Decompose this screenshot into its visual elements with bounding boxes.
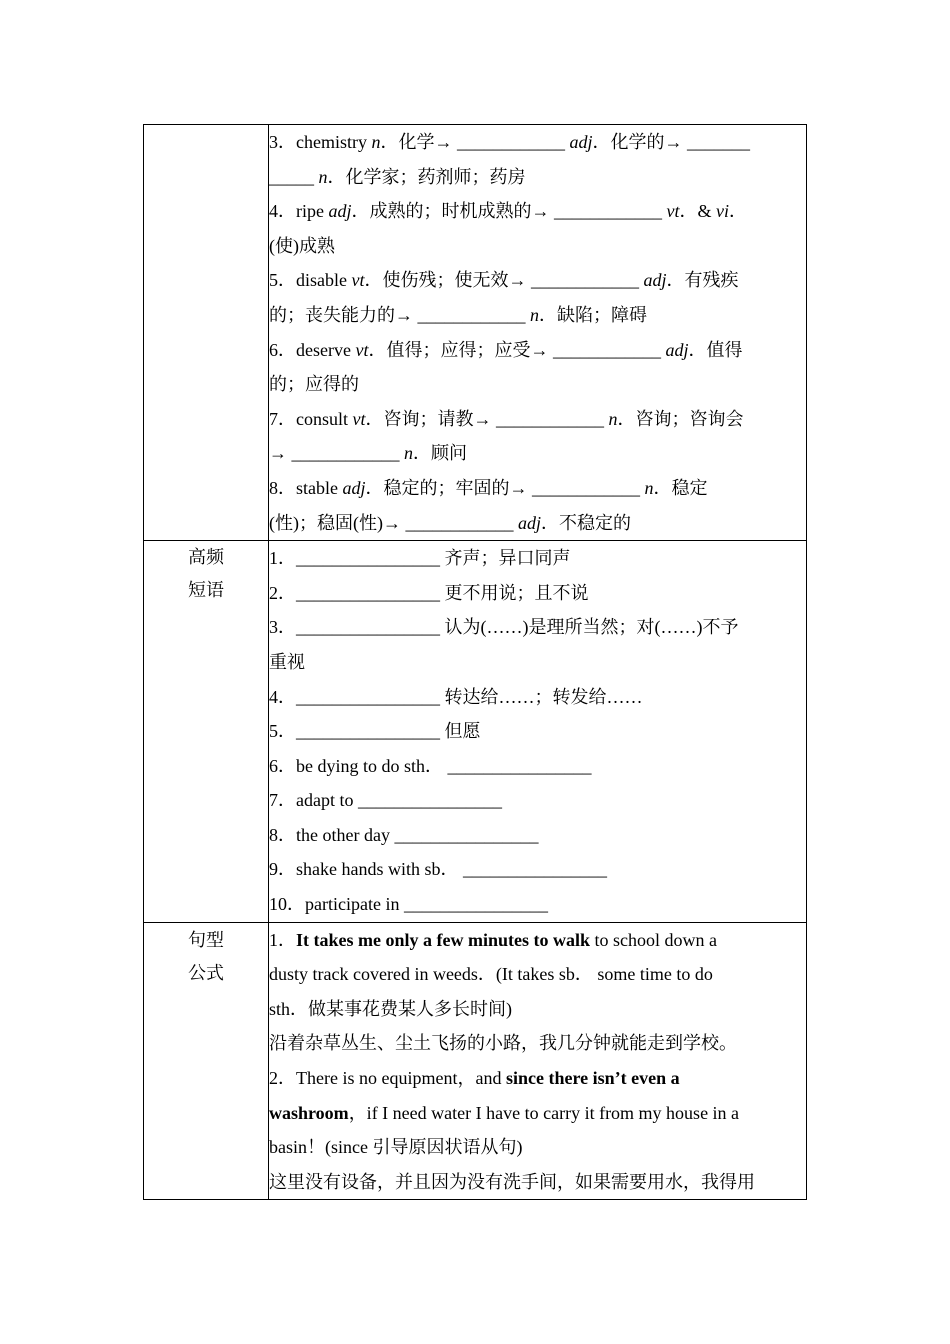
phrase-line: 2．________________ 更不用说；且不说 [269,582,589,603]
sentences-label-cell [144,922,269,1200]
vocab-line: 的；丧失能力的→ ____________ n．缺陷；障碍 [269,304,647,325]
vocab-line: 4．ripe adj．成熟的；时机成熟的→ ____________ vt．& vi． [269,201,748,222]
vocab-content [269,125,807,541]
sentences-label: 句型 [188,929,224,950]
sentences-row [144,922,807,1200]
phrase-line: 1．________________ 齐声；异口同声 [269,548,571,569]
phrase-line: 8．the other day ________________ [269,824,539,845]
sentence-line: dusty track covered in weeds．(It takes sb． some time to do [269,964,713,985]
phrase-line: 4．________________ 转达给……；转发给…… [269,686,643,707]
vocab-line: 6．deserve vt．值得；应得；应受→ ____________ adj．值得 [269,339,743,360]
phrases-label-cell [144,541,269,923]
sentence-line: 1．It takes me only a few minutes to walk to school down a [269,929,717,950]
phrases-content [269,541,807,923]
sentences-label: 公式 [188,962,224,983]
phrase-line: 9．shake hands with sb． ________________ [269,859,607,880]
phrases-label: 短语 [188,580,224,601]
sentence-line: washroom，if I need water I have to carry it from my house in a [269,1102,740,1123]
vocab-line: → ____________ n．顾问 [269,443,467,464]
sentences-content [269,922,807,1200]
vocab-line: 的；应得的 [269,374,359,395]
study-table [143,124,807,1200]
vocab-line: (性)；稳固(性)→ ____________ adj．不稳定的 [269,512,631,533]
sentence-line: 2．There is no equipment，and since there isn’t even a [269,1068,680,1089]
phrase-line: 7．adapt to ________________ [269,790,502,811]
vocab-line: 5．disable vt．使伤残；使无效→ ____________ adj．有残疾 [269,270,739,291]
phrase-line: 10．participate in ________________ [269,894,548,915]
sentence-line: basin！(since 引导原因状语从句) [269,1137,523,1158]
phrase-line: 5．________________ 但愿 [269,721,481,742]
phrase-line: 重视 [269,651,305,672]
vocab-row [144,125,807,541]
vocab-line: (使)成熟 [269,235,335,256]
vocab-line: 7．consult vt．咨询；请教→ ____________ n．咨询；咨询会 [269,408,744,429]
phrase-line: 3．________________ 认为(……)是理所当然；对(……)不予 [269,617,739,638]
vocab-label-cell [144,125,269,541]
phrases-label: 高频 [188,547,224,568]
phrase-line: 6．be dying to do sth． ________________ [269,755,592,776]
sentence-translation: 沿着杂草丛生、尘土飞扬的小路，我几分钟就能走到学校。 [269,1033,737,1054]
sentence-line: sth．做某事花费某人多长时间) [269,998,512,1019]
phrases-row [144,541,807,923]
vocab-line: 3．chemistry n．化学→ ____________ adj．化学的→ _______ [269,132,750,152]
vocab-line: _____ n．化学家；药剂师；药房 [269,166,526,187]
sentence-translation: 这里没有设备，并且因为没有洗手间，如果需要用水，我得用 [269,1171,755,1192]
vocab-line: 8．stable adj．稳定的；牢固的→ ____________ n．稳定 [269,477,708,498]
